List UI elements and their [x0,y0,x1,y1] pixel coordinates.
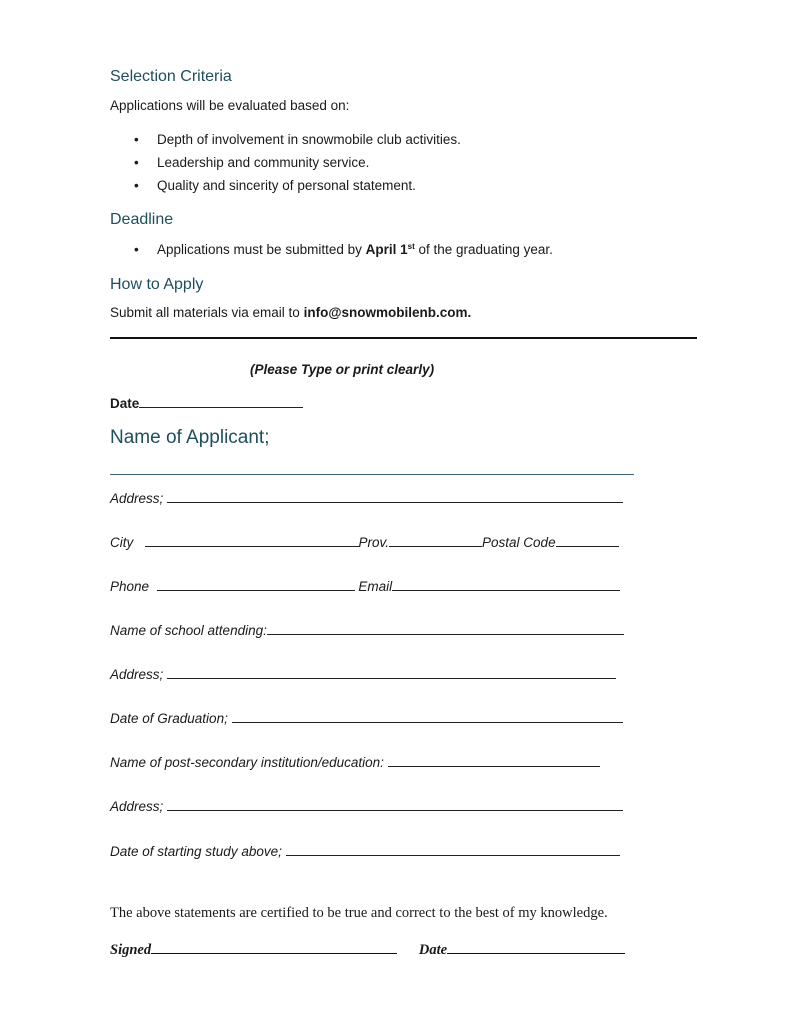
deadline-text-suffix: of the graduating year. [414,242,553,257]
apply-email-link[interactable]: info@snowmobilenb.com. [303,305,472,320]
email-label: Email [358,579,393,594]
deadline-date: April 1 [365,242,408,257]
phone-input-line[interactable] [157,578,355,591]
start-date-field[interactable] [110,843,620,859]
deadline-item [134,242,553,257]
criteria-item [134,155,370,170]
prov-label: Prov. [358,535,390,550]
signature-input-line[interactable] [151,941,397,954]
email-input-line[interactable] [392,578,620,591]
date-input-line[interactable] [139,395,303,408]
phone-email-row [110,578,620,594]
school-address-field[interactable] [110,666,616,682]
school-input-line[interactable] [267,622,624,635]
postsecondary-field[interactable] [110,754,600,770]
school-label: Name of school attending: [110,623,267,638]
signature-row [110,941,625,959]
selection-intro: Applications will be evaluated based on: [110,98,350,113]
criteria-text: Leadership and community service. [157,155,370,170]
deadline-heading: Deadline [110,211,174,228]
date-label: Date [110,396,140,411]
certification-statement: The above statements are certified to be true and correct to the best of my knowledge. [110,905,608,921]
apply-instruction: Submit all materials via email to [110,305,304,320]
address-label: Address; [110,491,164,506]
date-field[interactable] [110,395,303,411]
bullet-icon: • [134,132,139,147]
sign-date-input-line[interactable] [447,941,625,954]
graduation-date-input-line[interactable] [232,710,623,723]
city-label: City [110,535,134,550]
graduation-date-field[interactable] [110,710,623,726]
criteria-item [134,132,461,147]
sign-date-label: Date [418,942,448,958]
criteria-text: Depth of involvement in snowmobile club activities. [157,132,461,147]
section-divider [110,337,697,339]
city-input-line[interactable] [145,534,359,547]
address-field[interactable] [110,490,623,506]
postsecondary-address-input-line[interactable] [167,798,623,811]
school-address-label: Address; [110,667,164,682]
address-input-line[interactable] [167,490,623,503]
applicant-name-heading: Name of Applicant; [110,427,270,448]
bullet-icon: • [134,155,139,170]
school-address-input-line[interactable] [167,666,616,679]
postal-code-input-line[interactable] [556,534,619,547]
signed-label: Signed [110,942,152,958]
how-to-apply-heading: How to Apply [110,276,204,293]
bullet-icon: • [134,178,139,193]
school-field[interactable] [110,622,624,638]
deadline-date-suffix: st [407,242,415,251]
bullet-icon: • [134,242,139,257]
applicant-name-input-line[interactable] [110,474,634,475]
deadline-text-prefix: Applications must be submitted by [157,242,366,257]
criteria-item [134,178,416,193]
criteria-text: Quality and sincerity of personal statement. [157,178,416,193]
apply-text [110,305,471,320]
postsecondary-input-line[interactable] [388,754,600,767]
graduation-date-label: Date of Graduation; [110,711,228,726]
postsecondary-label: Name of post-secondary institution/education: [110,755,384,770]
prov-input-line[interactable] [389,534,482,547]
selection-criteria-heading: Selection Criteria [110,68,232,85]
postsecondary-address-label: Address; [110,799,164,814]
form-instruction: (Please Type or print clearly) [250,362,435,377]
start-date-label: Date of starting study above; [110,844,282,859]
postal-code-label: Postal Code [482,535,556,550]
phone-label: Phone [110,579,150,594]
postsecondary-address-field[interactable] [110,798,623,814]
city-prov-postal-row [110,534,619,550]
start-date-input-line[interactable] [286,843,620,856]
